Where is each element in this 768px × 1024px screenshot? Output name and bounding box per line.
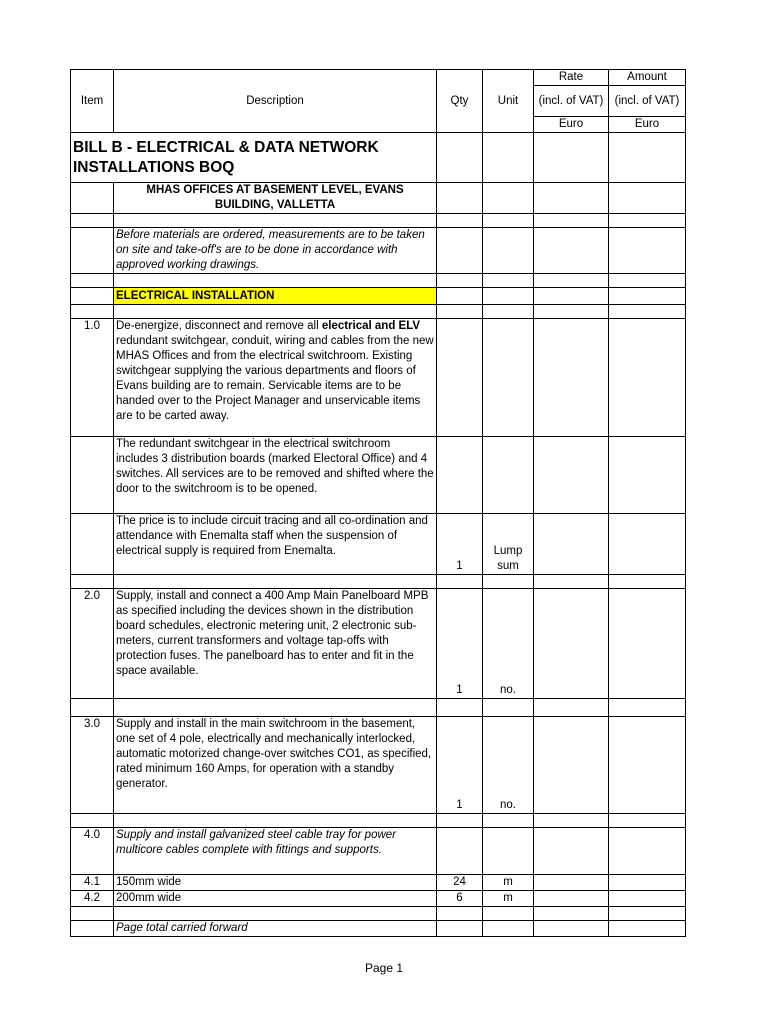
note-row [71,228,686,274]
item-row-4-2 [71,891,686,907]
spacer-row [71,274,686,288]
header-qty: Qty [437,70,483,133]
spacer-row [71,305,686,319]
item-description: The redundant switchgear in the electrical switchroom includes 3 distribution boards (marked Electoral Office) and 4 switches. All services are to be removed and shifted where the door to the switchroom is to be opened. [114,437,437,514]
page-total-row [71,921,686,937]
item-unit: no. [483,589,534,699]
item-desc-part: redundant switchgear, conduit, wiring and cables from the new MHAS Offices and from the electrical switchroom. Existing switchgear supplying the various departments and floors of Evans building are to remain. Servicable items are to be handed over to the Project Manager and unservicable items are to be carted away. [116,335,434,422]
item-description: 200mm wide [114,891,437,907]
spacer-row [71,214,686,228]
item-qty: 6 [437,891,483,907]
item-qty: 1 [437,717,483,814]
item-row-1-0-price [71,514,686,575]
section-heading-row [71,288,686,305]
item-row-1-0-cont [71,437,686,514]
item-number: 4.1 [71,875,114,891]
spacer-row [71,814,686,828]
item-unit: m [483,891,534,907]
header-item: Item [71,70,114,133]
subtitle-row [71,183,686,214]
item-number: 4.0 [71,828,114,875]
header-amount-top: Amount [609,70,686,86]
header-amount-vat: (incl. of VAT) [609,86,686,117]
spacer-row [71,907,686,921]
bill-title-row [71,133,686,183]
item-unit: no. [483,717,534,814]
item-row-4-0 [71,828,686,875]
header-amount-currency: Euro [609,117,686,133]
item-unit: m [483,875,534,891]
header-rate-top: Rate [534,70,609,86]
item-description: Supply and install galvanized steel cable tray for power multicore cables complete with fittings and supports. [114,828,437,875]
subtitle: MHAS OFFICES AT BASEMENT LEVEL, EVANS BUILDING, VALLETTA [114,183,437,214]
item-description: 150mm wide [114,875,437,891]
header-rate-vat: (incl. of VAT) [534,86,609,117]
item-row-1-0 [71,319,686,437]
page-total-label: Page total carried forward [114,921,437,937]
item-unit: Lump sum [483,514,534,575]
bill-title: BILL B - ELECTRICAL & DATA NETWORK INSTALLATIONS BOQ [71,133,437,183]
item-description: The price is to include circuit tracing and all co-ordination and attendance with Enemalta staff when the suspension of electrical supply is required from Enemalta. [114,514,437,575]
item-desc-part: De-energize, disconnect and remove all [116,320,322,332]
header-rate-currency: Euro [534,117,609,133]
item-qty: 1 [437,589,483,699]
item-number: 2.0 [71,589,114,699]
item-row-2-0 [71,589,686,699]
section-heading: ELECTRICAL INSTALLATION [114,288,437,305]
header-description: Description [114,70,437,133]
boq-table [70,69,686,937]
item-row-3-0 [71,717,686,814]
note-text: Before materials are ordered, measurements are to be taken on site and take-off's are to be done in accordance with approved working drawings. [114,228,437,274]
item-row-4-1 [71,875,686,891]
item-qty: 24 [437,875,483,891]
item-number: 4.2 [71,891,114,907]
item-number: 3.0 [71,717,114,814]
spacer-row [71,699,686,717]
header-unit: Unit [483,70,534,133]
item-description: Supply and install in the main switchroom in the basement, one set of 4 pole, electrically and mechanically interlocked, automatic motorized change-over switches CO1, as specified, rated minimum 160 Amps, for operation with a standby generator. [114,717,437,814]
item-qty: 1 [437,514,483,575]
header-row-top [71,70,686,86]
item-desc-bold: electrical and ELV [321,320,421,332]
item-description: Supply, install and connect a 400 Amp Main Panelboard MPB as specified including the devices shown in the distribution board schedules, electronic metering unit, 2 electronic sub-meters, current transformers and voltage tap-offs with protection fuses. The panelboard has to enter and fit in the space available. [114,589,437,699]
item-description [114,319,437,437]
page-number: Page 1 [364,961,404,975]
spacer-row [71,575,686,589]
item-number: 1.0 [71,319,114,437]
